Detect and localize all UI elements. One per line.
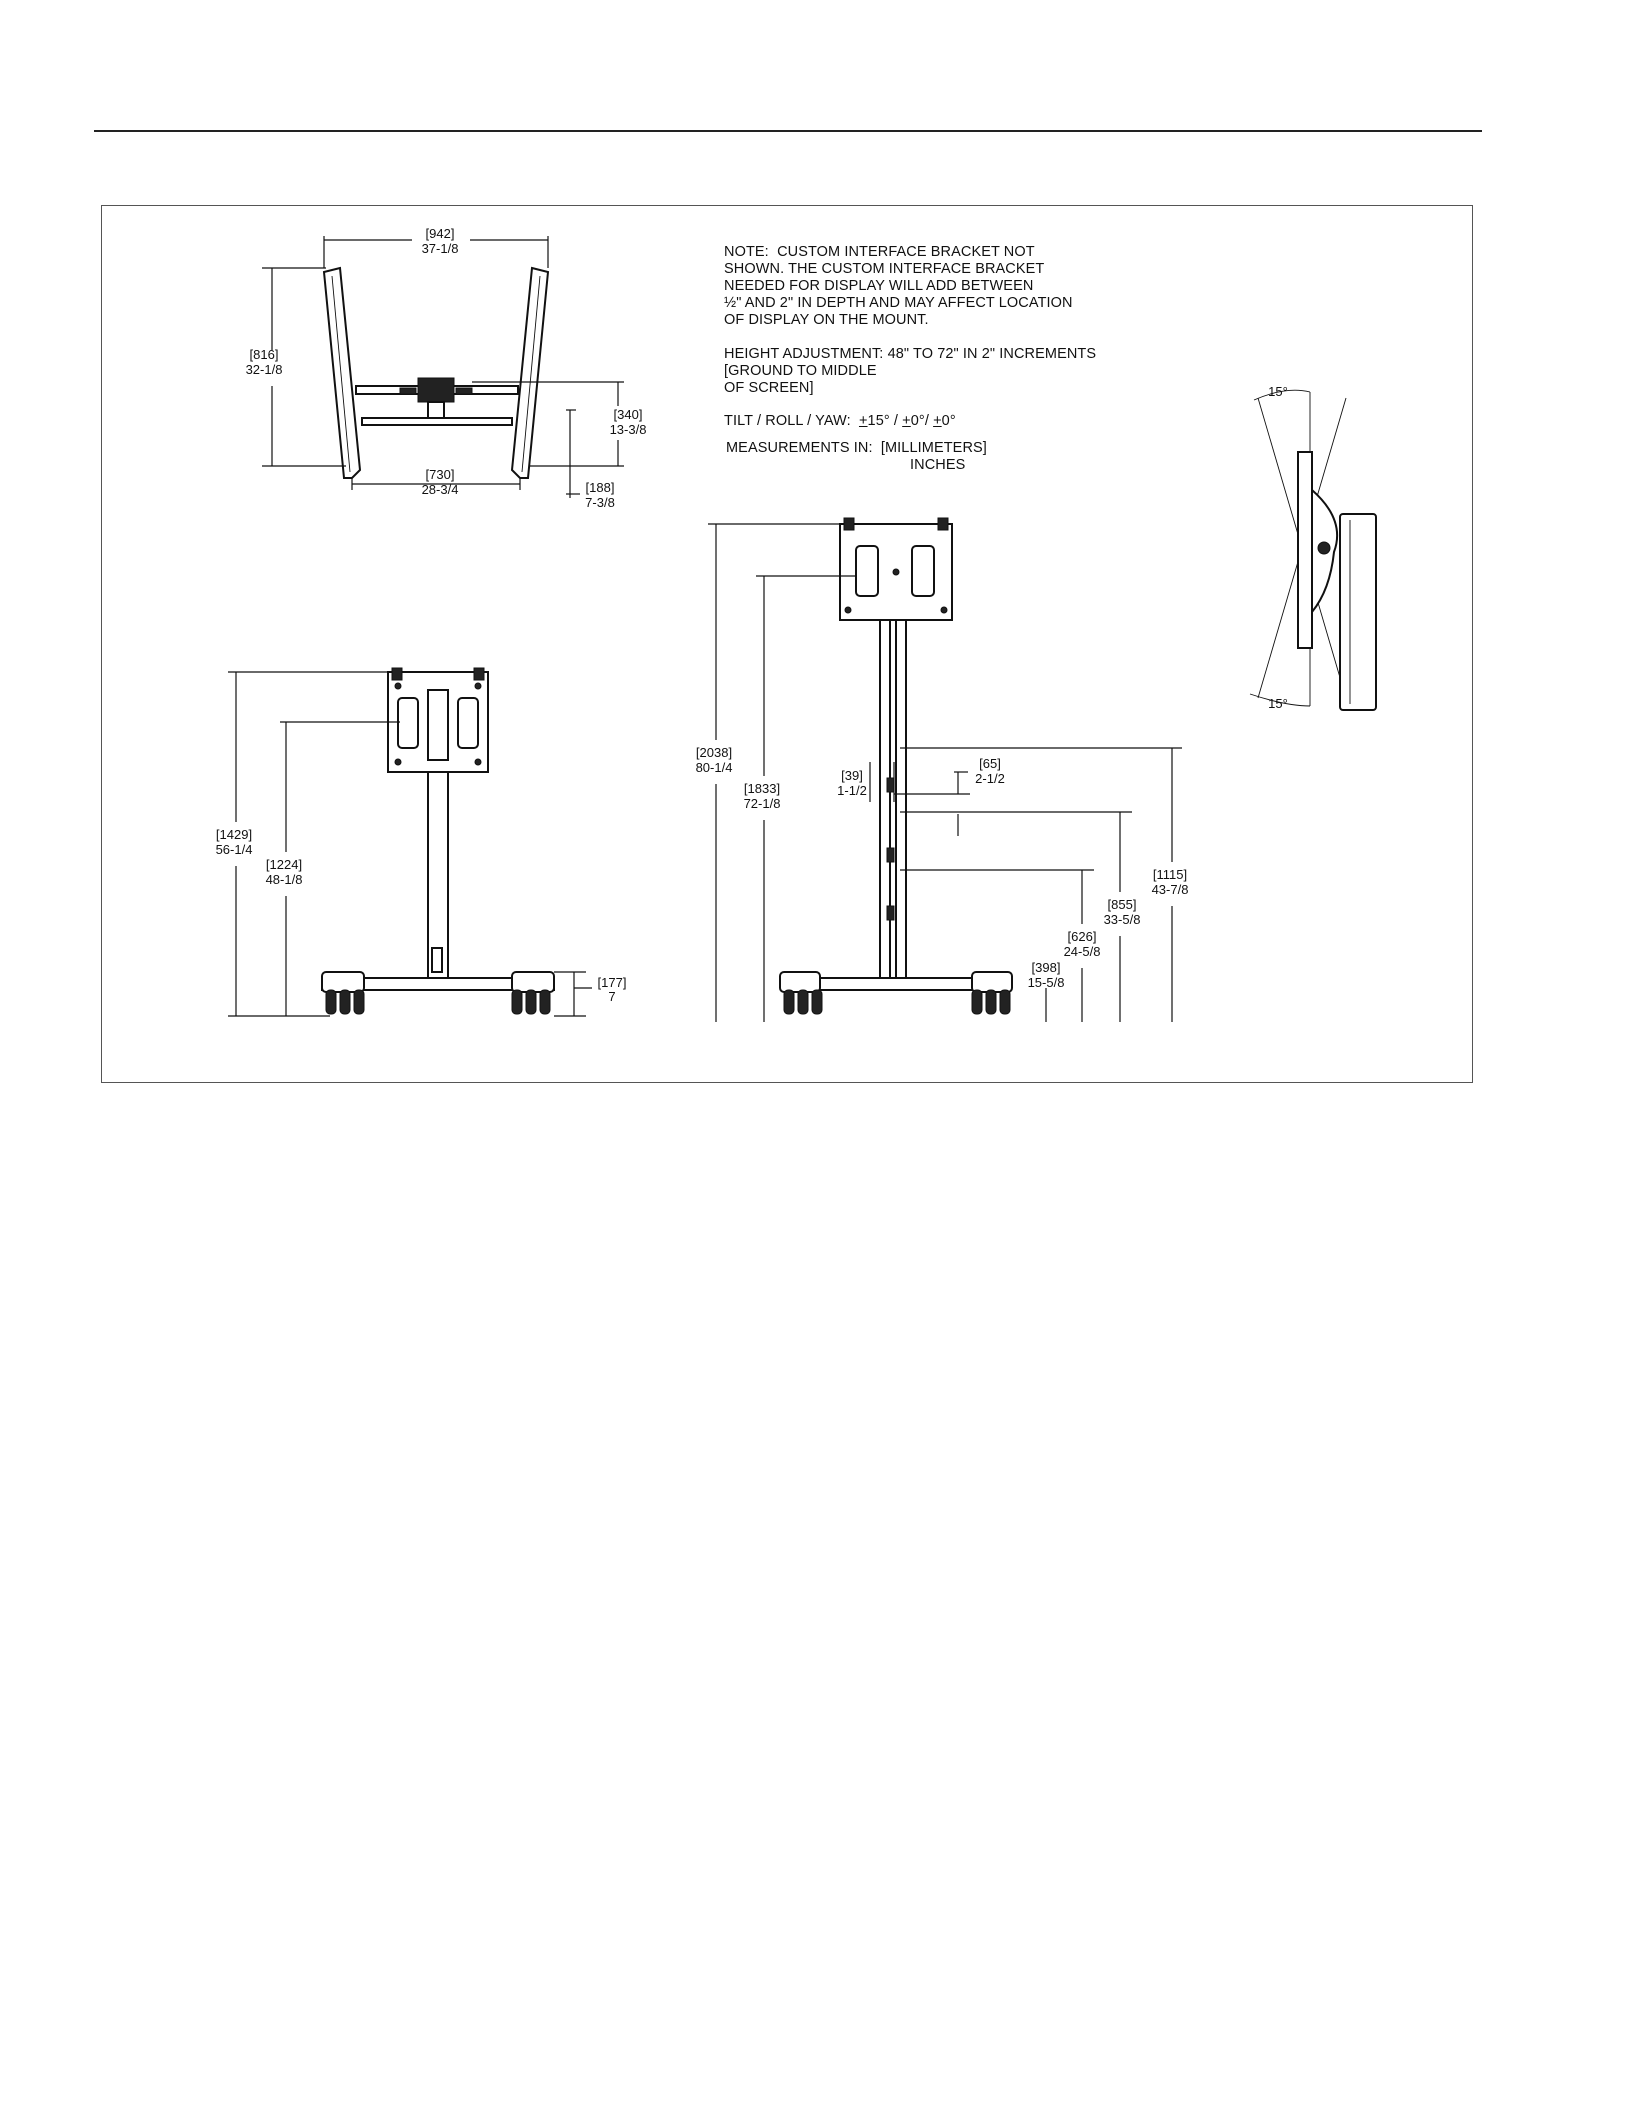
top-view-crossbar-rear (362, 418, 512, 425)
tilt-view-plate (1298, 452, 1312, 648)
front-view-plate-hook (474, 668, 484, 680)
note-line-4: ½" AND 2" IN DEPTH AND MAY AFFECT LOCATION (724, 295, 1073, 311)
dim-1429-mm: [1429] (215, 827, 253, 842)
tilt-value: 15° / (867, 413, 903, 429)
front-view-bolt (475, 759, 481, 765)
top-view-tilt-head (418, 378, 454, 402)
side-view-plate-hook (938, 518, 948, 530)
top-view-left-arm (324, 268, 360, 478)
front-view (216, 668, 627, 1016)
dim-1224-mm: [1224] (265, 857, 303, 872)
dim-1224-in: 48-1/8 (265, 872, 303, 887)
dim-398-in: 15-5/8 (1027, 975, 1065, 990)
dim-855-mm: [855] (1107, 897, 1137, 912)
top-view (246, 226, 647, 510)
dim-39-in: 1-1/2 (837, 783, 867, 798)
side-view-bolt (845, 607, 851, 613)
side-view-caster (798, 990, 808, 1014)
side-view (696, 518, 1189, 1022)
side-view-height-hole (887, 848, 894, 862)
side-view-caster (972, 990, 982, 1014)
side-view-caster-housing (780, 972, 820, 992)
dim-816-in: 32-1/8 (245, 362, 283, 377)
height-adjustment-line-3: OF SCREEN] (724, 380, 814, 396)
side-view-slot-right (912, 546, 934, 596)
tilt-view-pivot (1318, 542, 1330, 554)
note-line-3: NEEDED FOR DISPLAY WILL ADD BETWEEN (724, 278, 1034, 294)
measurements-line-1: MEASUREMENTS IN: [MILLIMETERS] (726, 440, 987, 456)
front-view-caster-housing (322, 972, 364, 992)
note-line-2: SHOWN. THE CUSTOM INTERFACE BRACKET (724, 261, 1045, 277)
dim-188-mm: [188] (585, 480, 615, 495)
side-view-caster-housing (972, 972, 1012, 992)
dim-2038-mm: [2038] (695, 745, 733, 760)
side-view-plate-hook (844, 518, 854, 530)
dim-340-mm: [340] (613, 407, 643, 422)
dim-626-in: 24-5/8 (1063, 944, 1101, 959)
roll-value: 0°/ (910, 413, 934, 429)
dim-65-in: 2-1/2 (975, 771, 1005, 786)
tilt-view-display (1340, 514, 1376, 710)
dim-188-in: 7-3/8 (585, 495, 615, 510)
dim-1429-in: 56-1/4 (215, 842, 253, 857)
dim-177-in: 7 (608, 989, 616, 1004)
height-adjustment-line-1: HEIGHT ADJUSTMENT: 48" TO 72" IN 2" INCREMENTS (724, 346, 1097, 362)
plus-minus-mark: + (902, 413, 911, 429)
tilt-label: TILT / ROLL / YAW: (724, 413, 859, 429)
side-view-center-bolt (893, 569, 899, 575)
side-view-slot-left (856, 546, 878, 596)
dim-626-mm: [626] (1067, 929, 1097, 944)
yaw-value: 0° (941, 413, 956, 429)
dim-398-mm: [398] (1031, 960, 1061, 975)
side-view-caster (986, 990, 996, 1014)
side-view-height-hole (887, 906, 894, 920)
dim-177-mm: [177] (597, 975, 627, 990)
front-view-bolt (475, 683, 481, 689)
side-view-column-left (880, 620, 890, 980)
top-view-column (428, 402, 444, 418)
front-view-caster (340, 990, 350, 1014)
dim-1115-mm: [1115] (1152, 867, 1188, 882)
dim-65-mm: [65] (979, 756, 1001, 771)
front-view-column-slot (432, 948, 442, 972)
front-view-bolt (395, 683, 401, 689)
dim-855-in: 33-5/8 (1103, 912, 1141, 927)
dim-1833-mm: [1833] (743, 781, 781, 796)
tilt-view (1250, 384, 1376, 711)
dim-2038-in: 80-1/4 (695, 760, 733, 775)
side-view-height-hole (887, 778, 894, 792)
front-view-slot-left (398, 698, 418, 748)
front-view-caster (526, 990, 536, 1014)
dim-1115-in: 43-7/8 (1151, 882, 1189, 897)
side-view-caster (1000, 990, 1010, 1014)
dim-942-in: 37-1/8 (421, 241, 459, 256)
front-view-bolt (395, 759, 401, 765)
dim-340-in: 13-3/8 (609, 422, 647, 437)
dim-942-mm: [942] (425, 226, 455, 241)
front-view-slot-right (458, 698, 478, 748)
side-view-column-right (896, 620, 906, 980)
front-view-caster (326, 990, 336, 1014)
tilt-angle-top: 15° (1268, 384, 1288, 399)
front-view-plate-hook (392, 668, 402, 680)
front-view-caster (540, 990, 550, 1014)
front-view-caster (512, 990, 522, 1014)
plus-minus-mark: + (858, 413, 868, 429)
top-view-clamp (400, 388, 416, 394)
note-line-5: OF DISPLAY ON THE MOUNT. (724, 312, 929, 328)
dim-730-mm: [730] (425, 467, 455, 482)
dim-1833-in: 72-1/8 (743, 796, 781, 811)
top-view-clamp (456, 388, 472, 394)
height-adjustment-line-2: [GROUND TO MIDDLE (724, 363, 877, 379)
top-view-right-arm (512, 268, 548, 478)
dim-39-mm: [39] (841, 768, 863, 783)
dim-730-in: 28-3/4 (421, 482, 459, 497)
front-view-caster-housing (512, 972, 554, 992)
front-view-caster (354, 990, 364, 1014)
plus-minus-mark: + (933, 413, 942, 429)
side-view-caster (784, 990, 794, 1014)
note-line-1: NOTE: CUSTOM INTERFACE BRACKET NOT (724, 244, 1035, 260)
measurements-line-2: INCHES (910, 457, 966, 473)
tilt-angle-bottom: 15° (1268, 696, 1288, 711)
side-view-bolt (941, 607, 947, 613)
dim-816-mm: [816] (249, 347, 279, 362)
front-view-center-bracket (428, 690, 448, 760)
side-view-caster (812, 990, 822, 1014)
